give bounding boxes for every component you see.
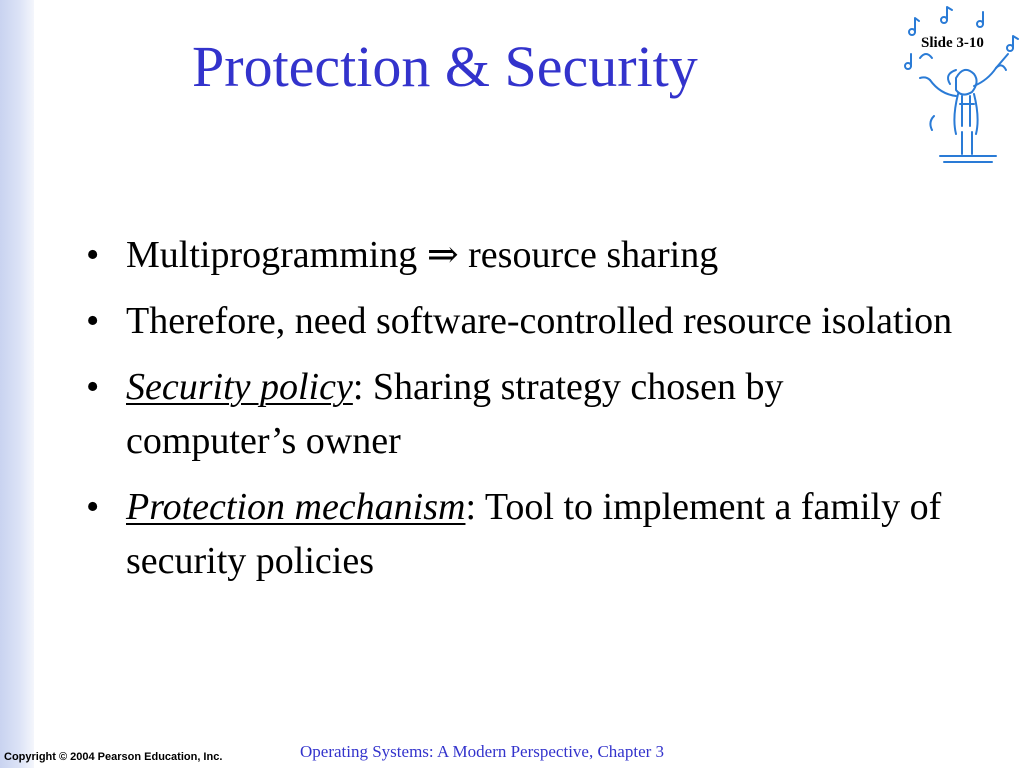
bullet-marker: • <box>86 486 100 528</box>
footer-book-title: Operating Systems: A Modern Perspective, Chapter 3 <box>300 742 665 761</box>
copyright-notice: Copyright © 2004 Pearson Education, Inc. <box>4 751 223 763</box>
bullet-text: : Sharing strategy chosen by computer’s owner <box>126 366 784 462</box>
bullet-text: Therefore, need software-controlled resource isolation <box>126 300 953 342</box>
bullet-item <box>82 480 962 588</box>
bullet-item <box>82 228 962 282</box>
slide-number: Slide 3-10 <box>921 35 984 51</box>
bullet-marker: • <box>86 366 100 408</box>
bullet-marker: • <box>86 300 100 342</box>
bullet-item <box>82 294 962 348</box>
bullet-list <box>82 228 962 600</box>
bullet-item <box>82 360 962 468</box>
slide-title: Protection & Security <box>192 34 698 99</box>
bullet-text: Multiprogramming <box>126 234 427 276</box>
bullet-text: resource sharing <box>458 234 719 276</box>
bullet-text: : Tool to implement a family of security policies <box>126 486 942 582</box>
conductor-with-music-notes-icon <box>900 4 1024 172</box>
bullet-term: Protection mechanism <box>126 486 466 528</box>
bullet-term: Security policy <box>126 366 353 408</box>
bullet-marker: • <box>86 234 100 276</box>
side-accent-bar <box>0 0 34 768</box>
implies-arrow: ⇒ <box>426 234 459 276</box>
